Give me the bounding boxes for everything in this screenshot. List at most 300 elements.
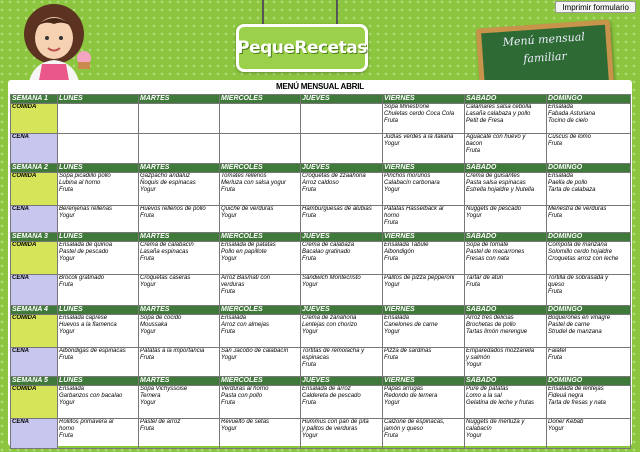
day-header: LUNES <box>58 95 139 104</box>
dish-item: Palitos de pizza pepperoni <box>384 275 455 281</box>
dish-item: Yogur <box>221 355 237 361</box>
menu-cell <box>301 386 383 419</box>
comida-row <box>11 104 631 134</box>
day-header: MARTES <box>139 377 220 386</box>
menu-cell <box>301 104 383 134</box>
dish-item: Sopa Minestrone <box>384 104 430 110</box>
cena-label: CENA <box>11 206 58 233</box>
week-label: SEMANA 3 <box>11 233 58 242</box>
dish-item: Revuelto de setas <box>221 419 270 425</box>
day-header: VIERNES <box>383 164 465 173</box>
menu-cell <box>465 386 547 419</box>
cena-row <box>11 419 631 449</box>
dish-item: Arroz caldoso <box>302 180 339 186</box>
dish-item: Papas arrugás <box>384 386 424 392</box>
dish-item: Yogur <box>221 426 237 432</box>
dish-item: Calzone de espinacas, <box>384 419 445 425</box>
menu-cell <box>58 173 139 206</box>
dish-item: Fabada Asturiana <box>548 111 596 117</box>
dish-item: Patatas a la importancia <box>140 348 205 354</box>
menu-cell <box>58 275 139 306</box>
day-header: DOMINGO <box>547 164 631 173</box>
dish-item: Yogur <box>59 400 75 406</box>
menu-cell <box>220 206 301 233</box>
day-header: MIÉRCOLES <box>220 95 301 104</box>
dish-item: Sopa de cocido <box>140 315 182 321</box>
day-header: DOMINGO <box>547 377 631 386</box>
dish-item: Chuletas cerdo Coca Cola <box>384 111 455 117</box>
day-header: SÁBADO <box>465 377 547 386</box>
logo-string-left <box>262 0 264 26</box>
menu-cell <box>301 315 383 348</box>
dish-item: Fruta <box>548 289 563 295</box>
dish-item: Fruta <box>384 355 399 361</box>
dish-item: Fruta <box>59 355 74 361</box>
dish-item: Gazpacho andaluz <box>140 173 191 179</box>
dish-item: Yogur <box>140 400 156 406</box>
dish-item: Yogur <box>466 362 482 368</box>
menu-cell <box>465 275 547 306</box>
dish-item: Yogur <box>384 141 400 147</box>
day-header: DOMINGO <box>547 306 631 315</box>
dish-item: Fruta <box>466 148 481 154</box>
menu-cell <box>547 206 631 233</box>
cena-label: CENA <box>11 134 58 164</box>
menu-cell <box>58 206 139 233</box>
dish-item: Fresas con nata <box>466 256 510 262</box>
dish-item: Emparedados mozzarella <box>466 348 535 354</box>
cena-row <box>11 206 631 233</box>
dish-item: Rollitos primavera al <box>59 419 114 425</box>
dish-item: Fruta <box>384 256 399 262</box>
dish-item: Arroz con almejas <box>221 322 270 328</box>
day-header: VIERNES <box>383 95 465 104</box>
dish-item: Moussaka <box>140 322 168 328</box>
menu-cell <box>220 386 301 419</box>
menu-cell <box>383 173 465 206</box>
comida-row <box>11 315 631 348</box>
dish-item: Albondigón <box>384 249 415 255</box>
menu-cell <box>301 348 383 377</box>
dish-item: Yogur <box>140 282 156 288</box>
cena-row <box>11 275 631 306</box>
dish-item: queso <box>548 282 565 288</box>
menu-cell <box>139 315 220 348</box>
dish-item: Fruta <box>384 118 399 124</box>
dish-item: Redondo de ternera <box>384 393 438 399</box>
day-header: VIERNES <box>383 306 465 315</box>
menu-cell <box>139 348 220 377</box>
menu-cell <box>465 348 547 377</box>
day-header: MARTES <box>139 233 220 242</box>
dish-item: Ensalada <box>548 173 574 179</box>
dish-item: Sopa picadillo pollo <box>59 173 111 179</box>
menu-cell <box>58 348 139 377</box>
day-header: SÁBADO <box>465 233 547 242</box>
dish-item: Solomillo cerdo hojaldre <box>548 249 613 255</box>
dish-item: Pastel de pescado <box>59 249 109 255</box>
menu-cell <box>220 173 301 206</box>
menu-cell <box>465 206 547 233</box>
dish-item: Ensalada de arroz <box>302 386 351 392</box>
dish-item: Fruta <box>59 187 74 193</box>
menu-cell <box>139 134 220 164</box>
comida-label: COMIDA <box>11 386 58 419</box>
week-header-row <box>11 164 631 173</box>
dish-item: Fruta <box>302 256 317 262</box>
dish-item: Yogur <box>221 256 237 262</box>
dish-item: Crema de guisantes <box>466 173 520 179</box>
dish-item: Pastel de macarrones <box>466 249 525 255</box>
menu-cell <box>301 134 383 164</box>
week-header-row <box>11 95 631 104</box>
dish-item: Verduras al horno <box>221 386 269 392</box>
dish-item: Yogur <box>59 329 75 335</box>
cena-row <box>11 134 631 164</box>
menu-cell <box>301 173 383 206</box>
menu-cell <box>383 275 465 306</box>
menu-cell <box>547 242 631 275</box>
day-header: VIERNES <box>383 377 465 386</box>
dish-item: Fruta <box>221 289 236 295</box>
dish-item: Falafel <box>548 348 567 354</box>
dish-item: Yogur <box>302 433 318 439</box>
dish-item: San Jacobo de calabacín <box>221 348 289 354</box>
dish-item: Brochetas de pollo <box>466 322 516 328</box>
menu-cell <box>383 104 465 134</box>
day-header: MARTES <box>139 95 220 104</box>
dish-item: Doner Kebab <box>548 419 584 425</box>
dish-item: Yogur <box>221 213 237 219</box>
day-header: JUEVES <box>301 233 383 242</box>
menu-cell <box>547 104 631 134</box>
day-header: MARTES <box>139 164 220 173</box>
logo-string-right <box>336 0 338 26</box>
menu-cell <box>383 386 465 419</box>
menu-cell <box>547 275 631 306</box>
cena-row <box>11 348 631 377</box>
dish-item: Ñoquis de espinacas <box>140 180 196 186</box>
dish-item: Caldereta de pescado <box>302 393 361 399</box>
dish-item: Fruta <box>140 426 155 432</box>
menu-cell <box>139 104 220 134</box>
menu-cell <box>139 275 220 306</box>
dish-item: Pastel de carne <box>548 322 590 328</box>
dish-item: bacon <box>466 141 483 147</box>
dish-item: Tortilla de sobrasada y <box>548 275 609 281</box>
menu-cell <box>383 419 465 449</box>
dish-item: Calabacín carbonara <box>384 180 440 186</box>
dish-item: Huevos rellenos de pollo <box>140 206 206 212</box>
dish-item: Fruta <box>548 213 563 219</box>
comida-row <box>11 242 631 275</box>
dish-item: Yogur <box>548 426 564 432</box>
menu-cell <box>383 348 465 377</box>
day-header: LUNES <box>58 377 139 386</box>
menu-cell <box>58 104 139 134</box>
dish-item: Yogur <box>302 282 318 288</box>
dish-item: Yogur <box>140 187 156 193</box>
day-header: MIÉRCOLES <box>220 164 301 173</box>
dish-item: Fideuá negra <box>548 393 584 399</box>
dish-item: Pizza de sardinas <box>384 348 432 354</box>
dish-item: Pastel de arroz <box>140 419 181 425</box>
dish-item: Fruta <box>384 220 399 226</box>
cena-label: CENA <box>11 275 58 306</box>
menu-cell <box>383 206 465 233</box>
menu-cell <box>58 315 139 348</box>
menu-cell <box>139 386 220 419</box>
dish-item: Cuscus de lomo <box>548 134 592 140</box>
dish-item: Ensalada <box>221 315 247 321</box>
dish-item: Petit de Fresa <box>466 118 504 124</box>
dish-item: espinacas <box>302 355 330 361</box>
dish-item: Albóndigas de espinacas <box>59 348 126 354</box>
dish-item: Yogur <box>59 213 75 219</box>
cena-label: CENA <box>11 419 58 449</box>
dish-item: Aguacate con huevo y <box>466 134 526 140</box>
dish-item: y salmón <box>466 355 491 361</box>
menu-cell <box>58 419 139 449</box>
dish-item: Yogur <box>302 329 318 335</box>
dish-item: Pasta con pollo <box>221 393 263 399</box>
day-header: DOMINGO <box>547 233 631 242</box>
menu-cell <box>465 173 547 206</box>
dish-item: Sándwich Montecristo <box>302 275 361 281</box>
comida-label: COMIDA <box>11 173 58 206</box>
dish-item: Yogur <box>466 433 482 439</box>
dish-item: Fruta <box>548 355 563 361</box>
day-header: MIÉRCOLES <box>220 233 301 242</box>
dish-item: Tartas limón merengue <box>466 329 528 335</box>
dish-item: Fruta <box>221 329 236 335</box>
menu-cell <box>465 315 547 348</box>
dish-item: Fruta <box>302 400 317 406</box>
dish-item: Ensalada caprese <box>59 315 108 321</box>
menu-cell <box>220 315 301 348</box>
comida-label: COMIDA <box>11 315 58 348</box>
day-header: JUEVES <box>301 164 383 173</box>
comida-row <box>11 173 631 206</box>
week-label: SEMANA 4 <box>11 306 58 315</box>
menu-cell <box>220 242 301 275</box>
dish-item: Croquetas caseras <box>140 275 191 281</box>
menu-cell <box>58 134 139 164</box>
menu-cell <box>139 419 220 449</box>
dish-item: Tarta de fresas y nata <box>548 400 606 406</box>
dish-item: verduras <box>221 282 245 288</box>
dish-item: Lubina al horno <box>59 180 101 186</box>
menu-cell <box>383 134 465 164</box>
logo-text: PequeRecetas <box>237 38 367 58</box>
dish-item: Yogur <box>384 187 400 193</box>
dish-item: Huevos a la flamenca <box>59 322 117 328</box>
dish-item: Arroz Basmati con <box>221 275 271 281</box>
menu-cell <box>220 104 301 134</box>
menu-cell <box>465 419 547 449</box>
dish-item: Pasta salsa espinacas <box>466 180 526 186</box>
dish-item: Lasaña calabaza y pollo <box>466 111 531 117</box>
menu-cell <box>547 386 631 419</box>
dish-item: Quiche de verduras <box>221 206 274 212</box>
day-header: JUEVES <box>301 306 383 315</box>
dish-item: Fruta <box>302 213 317 219</box>
dish-item: Gelatina de leche y frutas <box>466 400 535 406</box>
dish-item: Puré de patatas <box>466 386 509 392</box>
menu-cell <box>220 348 301 377</box>
dish-item: Ensalada de quinoa <box>59 242 113 248</box>
dish-item: Yogur <box>59 256 75 262</box>
menu-cell <box>139 173 220 206</box>
dish-item: Tarta de calabaza <box>548 187 596 193</box>
dish-item: Menestra de verduras <box>548 206 607 212</box>
dish-item: Tartar de atún <box>466 275 504 281</box>
dish-item: Yogur <box>140 329 156 335</box>
comida-label: COMIDA <box>11 104 58 134</box>
day-header: JUEVES <box>301 377 383 386</box>
dish-item: Hummus con pan de pita <box>302 419 369 425</box>
dish-item: Fruta <box>302 362 317 368</box>
dish-item: Ensalada <box>384 315 410 321</box>
dish-item: Sopa Vichyssoise <box>140 386 188 392</box>
comida-row <box>11 386 631 419</box>
dish-item: Fruta <box>384 433 399 439</box>
dish-item: Pinchos morunos <box>384 173 431 179</box>
dish-item: Tortitas de remolacha y <box>302 348 365 354</box>
dish-item: Bacalao gratinado <box>302 249 351 255</box>
dish-item: Ensalada <box>59 386 85 392</box>
day-header: SÁBADO <box>465 164 547 173</box>
menu-cell <box>465 242 547 275</box>
menu-cell <box>547 348 631 377</box>
dish-item: Hamburguesas de alubias <box>302 206 372 212</box>
dish-item: Tomates rellenos <box>221 173 267 179</box>
dish-item: Croquetas de zzaahoria <box>302 173 366 179</box>
menu-cell <box>139 206 220 233</box>
dish-item: Croquetas arroz con leche <box>548 256 619 262</box>
dish-item: Ternera <box>140 393 161 399</box>
dish-item: Crema de zanahoria <box>302 315 357 321</box>
dish-item: Yogur <box>466 213 482 219</box>
menu-cell <box>301 242 383 275</box>
dish-item: Fruta <box>221 187 236 193</box>
dish-item: horno <box>384 213 400 219</box>
day-header: MIÉRCOLES <box>220 377 301 386</box>
dish-item: Fruta <box>302 187 317 193</box>
menu-cell <box>220 275 301 306</box>
dish-item: Brócoli gratinado <box>59 275 105 281</box>
day-header: DOMINGO <box>547 95 631 104</box>
dish-item: Tocino de cielo <box>548 118 588 124</box>
dish-item: Boquerones en vinagre <box>548 315 611 321</box>
dish-item: Fruta <box>140 256 155 262</box>
menu-card <box>8 80 632 446</box>
dish-item: Yogur <box>384 282 400 288</box>
day-header: VIERNES <box>383 233 465 242</box>
print-form-button[interactable]: Imprimir formulario <box>555 1 636 13</box>
dish-item: calabacín <box>466 426 492 432</box>
dish-item: Canelones de carne <box>384 322 438 328</box>
menu-cell <box>547 134 631 164</box>
day-header: LUNES <box>58 164 139 173</box>
board-line-2: familiar <box>522 49 568 66</box>
menu-cell <box>58 242 139 275</box>
day-header: MIÉRCOLES <box>220 306 301 315</box>
menu-cell <box>547 419 631 449</box>
dish-item: Fruta <box>140 213 155 219</box>
dish-item: Lentejas con chorizo <box>302 322 358 328</box>
dish-item: Patatas Hasselback al <box>384 206 444 212</box>
menu-title: MENÚ MENSUAL ABRIL <box>276 82 364 91</box>
dish-item: horno <box>59 426 75 432</box>
week-header-row <box>11 306 631 315</box>
dish-item: Merluza con salsa yogur <box>221 180 287 186</box>
day-header: SÁBADO <box>465 306 547 315</box>
week-header-row <box>11 233 631 242</box>
menu-cell <box>139 242 220 275</box>
dish-item: Sopa de tomate <box>466 242 509 248</box>
menu-cell <box>301 206 383 233</box>
week-label: SEMANA 2 <box>11 164 58 173</box>
dish-item: Garbanzos con bacalao <box>59 393 123 399</box>
menu-cell <box>465 104 547 134</box>
day-header: JUEVES <box>301 95 383 104</box>
dish-item: Compota de manzana <box>548 242 608 248</box>
dish-item: Fruta <box>59 433 74 439</box>
dish-item: Ensalada de lentejas <box>548 386 604 392</box>
dish-item: Nuggets de merluza y <box>466 419 525 425</box>
dish-item: Fruta <box>140 355 155 361</box>
dish-item: Paella de pollo <box>548 180 588 186</box>
menu-cell <box>58 386 139 419</box>
menu-cell <box>547 173 631 206</box>
cena-label: CENA <box>11 348 58 377</box>
dish-item: Ensalada <box>548 104 574 110</box>
menu-cell <box>383 315 465 348</box>
dish-item: Lomo a la sal <box>466 393 502 399</box>
dish-item: Arroz tres delicias <box>466 315 514 321</box>
dish-item: jamón y queso <box>384 426 424 432</box>
pequerecetas-logo <box>236 24 368 72</box>
dish-item: Yogur <box>384 329 400 335</box>
dish-item: Nuggets de pescado <box>466 206 522 212</box>
dish-item: Fruta <box>466 282 481 288</box>
dish-item: Calamares salsa cebolla <box>466 104 532 110</box>
comida-label: COMIDA <box>11 242 58 275</box>
week-header-row <box>11 377 631 386</box>
menu-cell <box>301 275 383 306</box>
menu-cell <box>465 134 547 164</box>
menu-cell <box>220 134 301 164</box>
menu-table <box>10 94 631 449</box>
day-header: LUNES <box>58 233 139 242</box>
dish-item: Fruta <box>221 400 236 406</box>
week-label: SEMANA 5 <box>11 377 58 386</box>
dish-item: Ensalada Tabulé <box>384 242 429 248</box>
dish-item: Pollo en papillote <box>221 249 267 255</box>
dish-item: Berenjenas rellenas <box>59 206 113 212</box>
dish-item: Crema de calabaza <box>302 242 355 248</box>
menu-cell <box>301 419 383 449</box>
chef-girl-illustration <box>8 0 100 86</box>
day-header: SÁBADO <box>465 95 547 104</box>
menu-cell <box>383 242 465 275</box>
dish-item: Fruta <box>59 282 74 288</box>
day-header: MARTES <box>139 306 220 315</box>
dish-item: y palitos de verduras <box>302 426 358 432</box>
dish-item: Ensalada de patatas <box>221 242 276 248</box>
board-line-1: Menú mensual <box>502 30 586 49</box>
